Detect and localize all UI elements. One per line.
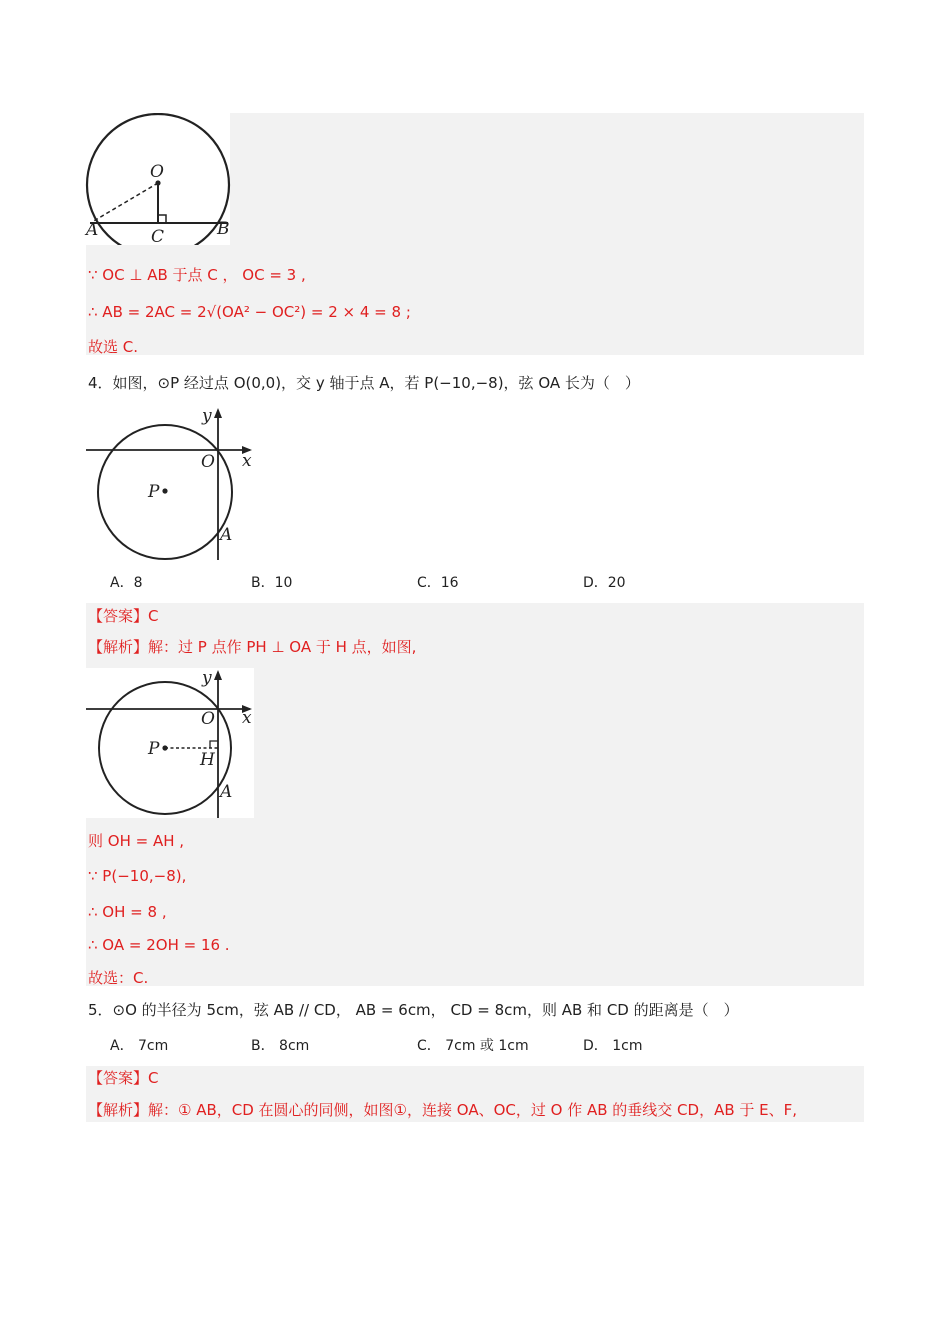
question-4-step-4: ∴ OA = 2OH = 16 . xyxy=(88,936,230,954)
circle-chord-figure xyxy=(84,113,234,245)
question-4-figure xyxy=(84,404,264,564)
fig2-label-a: A xyxy=(220,525,233,545)
question-4-stem: 4．如图，⊙P 经过点 O(0,0)，交 y 轴于点 A，若 P(−10,−8)，弦 OA 长为（ ） xyxy=(88,374,640,392)
q5-option-d[interactable]: D． 1cm xyxy=(583,1038,643,1054)
label-b: B xyxy=(217,219,230,239)
q5-option-a[interactable]: A． 7cm xyxy=(110,1038,169,1054)
fig3-label-x: x xyxy=(242,708,252,728)
option-a[interactable]: A．8 xyxy=(110,575,143,591)
fig3-label-o: O xyxy=(201,709,215,729)
question-4-step-5: 故选：C. xyxy=(88,969,149,987)
fig2-label-x: x xyxy=(242,451,252,471)
label-o: O xyxy=(150,162,164,182)
option-c[interactable]: C．16 xyxy=(417,575,459,591)
fig3-label-y: y xyxy=(202,668,212,688)
option-d[interactable]: D．20 xyxy=(583,575,626,591)
fig3-label-h: H xyxy=(200,750,215,770)
question-4-step-2: ∵ P(−10,−8), xyxy=(88,867,187,885)
fig2-label-y: y xyxy=(202,406,212,426)
prev-solution-line-1: ∵ OC ⊥ AB 于点 C ， OC = 3 , xyxy=(88,266,306,284)
fig3-label-p: P xyxy=(148,739,160,759)
question-4-solution-figure xyxy=(86,668,254,818)
prev-solution-line-2: ∴ AB = 2AC = 2√(OA² − OC²) = 2 × 4 = 8 ; xyxy=(88,303,411,321)
q5-option-b[interactable]: B． 8cm xyxy=(251,1038,310,1054)
option-b[interactable]: B．10 xyxy=(251,575,293,591)
question-5-answer: 【答案】C xyxy=(88,1069,159,1087)
fig3-label-a: A xyxy=(220,782,233,802)
fig2-label-p: P xyxy=(148,482,160,502)
label-a: A xyxy=(86,220,99,240)
question-5-stem: 5．⊙O 的半径为 5cm，弦 AB // CD， AB = 6cm， CD = 8cm，则 AB 和 CD 的距离是（ ） xyxy=(88,1001,739,1019)
question-4-analysis: 【解析】解：过 P 点作 PH ⊥ OA 于 H 点，如图, xyxy=(88,638,417,656)
question-4-step-1: 则 OH = AH , xyxy=(88,832,185,850)
q5-option-c[interactable]: C． 7cm 或 1cm xyxy=(417,1038,529,1054)
label-c: C xyxy=(151,227,165,245)
question-4-step-3: ∴ OH = 8 , xyxy=(88,903,167,921)
prev-solution-line-3: 故选 C. xyxy=(88,338,139,356)
fig2-label-o: O xyxy=(201,452,215,472)
question-5-analysis: 【解析】解：① AB，CD 在圆心的同侧，如图①，连接 OA、OC，过 O 作 AB 的垂线交 CD，AB 于 E、F, xyxy=(88,1101,798,1119)
question-4-answer: 【答案】C xyxy=(88,607,159,625)
